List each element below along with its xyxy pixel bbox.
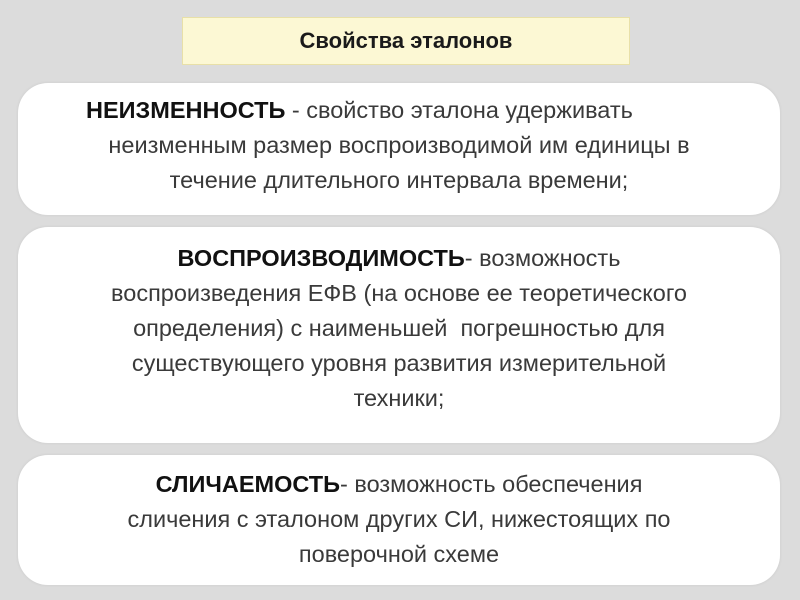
property-card-comparability (18, 455, 780, 585)
card-line (38, 93, 760, 128)
card-line (38, 241, 760, 276)
property-term: НЕИЗМЕННОСТЬ (86, 97, 286, 123)
property-term: ВОСПРОИЗВОДИМОСТЬ (177, 245, 465, 271)
card-line: определения) с наименьшей погрешностью для (133, 315, 665, 341)
property-card-reproducibility (18, 227, 780, 443)
card-line: сличения с эталоном других СИ, нижестоящих по (127, 506, 671, 532)
card-line: техники; (353, 385, 445, 411)
card-line: поверочной схеме (298, 541, 500, 567)
card-line: неизменным размер воспроизводимой им единицы в (108, 132, 690, 158)
page-title (182, 17, 630, 65)
property-term: СЛИЧАЕМОСТЬ (155, 471, 340, 497)
card-line: течение длительного интервала времени; (169, 167, 629, 193)
card-line: воспроизведения ЕФВ (на основе ее теоретического (111, 280, 687, 306)
card-line: существующего уровня развития измерительной (131, 350, 667, 376)
property-description-part: - возможность обеспечения (340, 471, 643, 497)
property-card-invariability (18, 83, 780, 215)
property-description-part: - возможность (464, 245, 621, 271)
card-line (38, 467, 760, 502)
page-title-text: Свойства эталонов (299, 28, 513, 53)
property-description-part: - свойство эталона удерживать (285, 97, 633, 123)
